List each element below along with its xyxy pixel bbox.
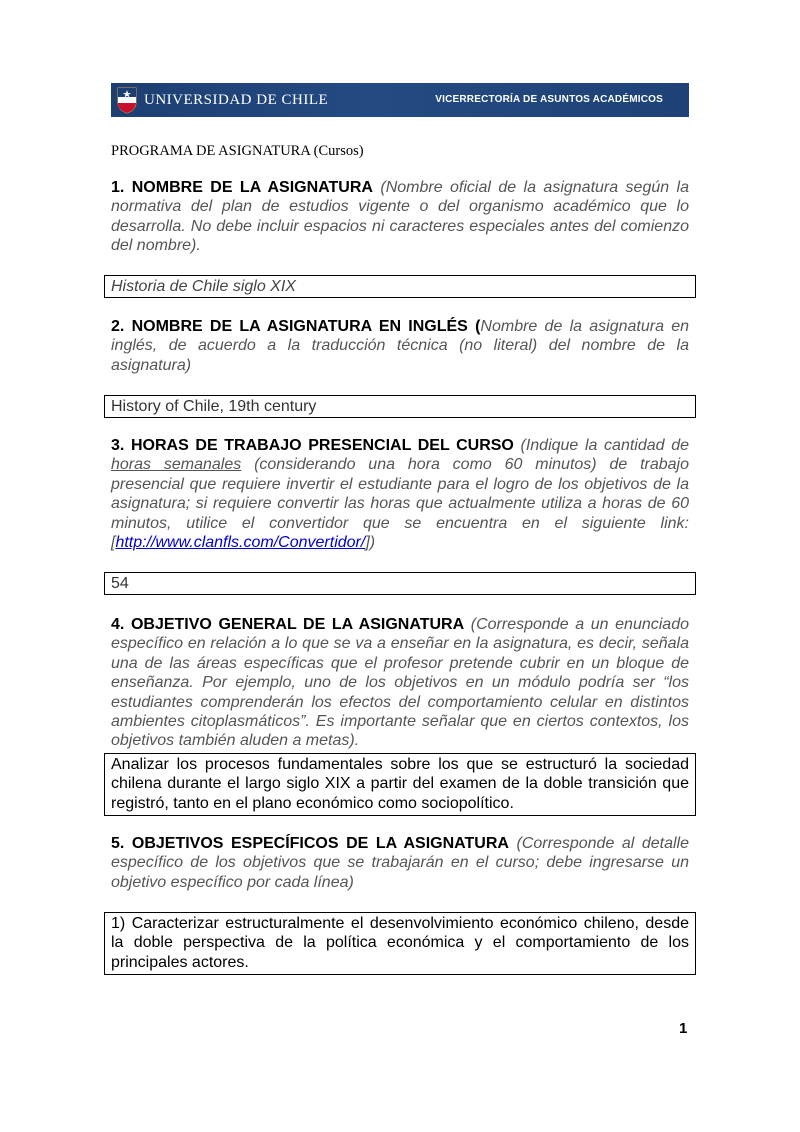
section-3-desc-part-b: (considerando una hora como 60 minutos) de trabajo presencial que requiere invertir el estudiante para el logro de los objetivos de la asignatura; si requiere convertir las horas que actualmente utiliza a horas de 60 minutos, utilice el convertidor que se encuentra en el siguiente link: [: [111, 456, 690, 552]
section-2-answer: History of Chile, 19th century: [111, 398, 317, 415]
section-2: [111, 317, 689, 375]
section-3-weekly-hours: horas semanales: [111, 456, 242, 474]
section-1-description: (Nombre oficial de la asignatura según la normativa del plan de estudios vigente o del organismo académico que lo desarrolla. No debe incluir espacios ni caracteres especiales antes del comienzo del nombre).: [111, 179, 690, 255]
converter-link[interactable]: http://www.clanfls.com/Convertidor/: [115, 534, 366, 552]
section-4-answer: Analizar los procesos fundamentales sobre los que se estructuró la sociedad chilena durante el largo siglo XIX a partir del examen de la doble transición que registró, tanto en el plano económico como sociopolítico.: [111, 756, 689, 812]
section-3-desc-part-a: (Indique la cantidad de: [520, 437, 689, 454]
section-2-heading: 2. NOMBRE DE LA ASIGNATURA EN INGLÉS: [111, 318, 468, 335]
section-4-heading: 4. OBJETIVO GENERAL DE LA ASIGNATURA: [111, 616, 465, 633]
section-4-answer-box: [104, 753, 696, 816]
section-2-answer-box: [104, 395, 696, 418]
program-title: PROGRAMA DE ASIGNATURA (Cursos): [111, 143, 364, 159]
section-1-answer: Historia de Chile siglo XIX: [111, 278, 296, 295]
vicerrectoria-label: VICERRECTORÍA DE ASUNTOS ACADÉMICOS: [435, 94, 663, 105]
section-5-heading: 5. OBJETIVOS ESPECÍFICOS DE LA ASIGNATURA: [111, 835, 509, 852]
section-1-heading: 1. NOMBRE DE LA ASIGNATURA: [111, 179, 373, 196]
section-3-answer-box: [104, 572, 696, 595]
section-3-heading: 3. HORAS DE TRABAJO PRESENCIAL DEL CURSO: [111, 437, 514, 454]
section-5-answer-box: [104, 912, 696, 975]
section-5: [111, 834, 689, 892]
university-shield-icon: [116, 86, 138, 114]
header-banner: [111, 83, 689, 117]
section-4: [111, 615, 689, 751]
university-name: UNIVERSIDAD DE CHILE: [144, 92, 329, 108]
section-5-answer: 1) Caracterizar estructuralmente el desenvolvimiento económico chileno, desde la doble perspectiva de la política económica y el comportamiento de los principales actores.: [111, 915, 689, 971]
section-1: [111, 178, 689, 256]
section-2-description: Nombre de la asignatura en inglés, de acuerdo a la traducción técnica (no literal) del nombre de la asignatura): [111, 318, 689, 374]
section-3-answer: 54: [111, 575, 129, 592]
section-3-description: [111, 437, 689, 551]
page-number: 1: [679, 1020, 688, 1037]
section-3: [111, 436, 689, 552]
section-3-desc-part-c: ]): [365, 534, 376, 552]
section-4-description: (Corresponde a un enunciado específico en relación a lo que se va a enseñar en la asignatura, es decir, señala una de las áreas específicas que el profesor pretende cubrir en un bloque de enseñanza. Por ejemplo, uno de los objetivos en un módulo podría ser “los estudiantes comprenderán los efectos del comportamiento celular en distintos ambientes citoplasmáticos”. Es importante señalar que en ciertos contextos, los objetivos también aluden a metas).: [111, 616, 689, 750]
section-1-answer-box: [104, 275, 696, 298]
section-5-description: (Corresponde al detalle específico de los objetivos que se trabajarán en el curso; debe ingresarse un objetivo específico por cada línea): [111, 835, 689, 891]
section-2-paren: (: [475, 318, 481, 335]
